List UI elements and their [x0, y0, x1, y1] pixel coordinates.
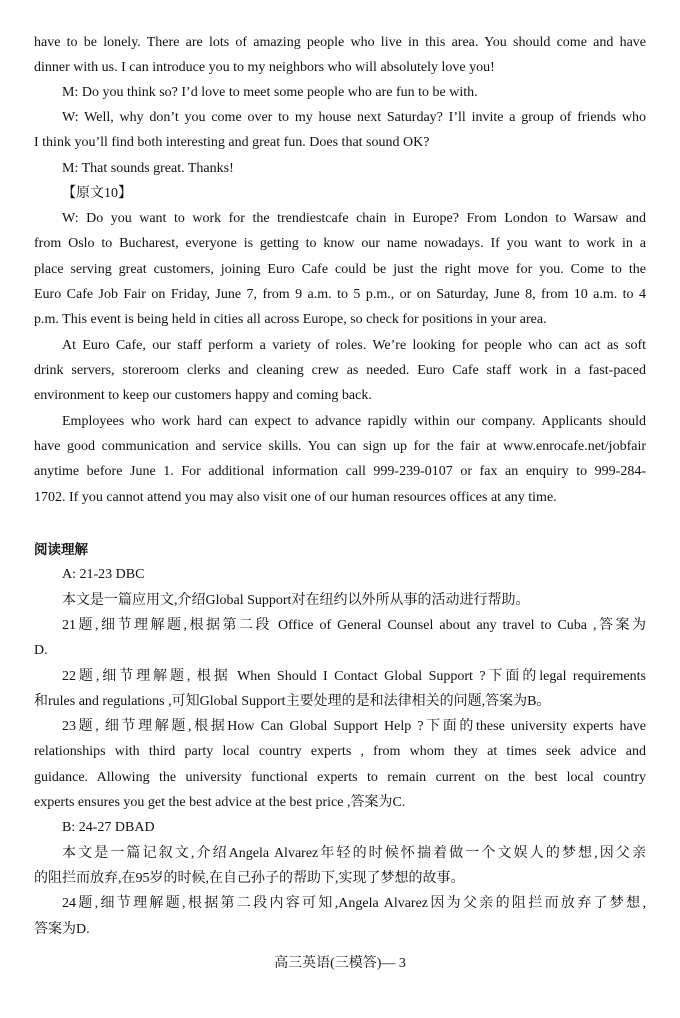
- text-line: 本文是一篇应用文,介绍Global Support对在纽约以外所从事的活动进行帮助。: [62, 593, 530, 608]
- text-line: guidance. Allowing the university functional experts to remain current on the best local country: [34, 770, 646, 785]
- text-line: experts ensures you get the best advice at the best price ,答案为C.: [34, 795, 406, 810]
- text-line: environment to keep our customers happy and coming back.: [34, 388, 372, 403]
- text-line: M: Do you think so? I’d love to meet some people who are fun to be with.: [62, 85, 478, 100]
- text-line: anytime before June 1. For additional information call 999-239-0107 or fax an enquiry to 999-284-: [34, 464, 646, 479]
- text-line: 1702. If you cannot attend you may also visit one of our human resources offices at any time.: [34, 490, 557, 505]
- text-line: Employees who work hard can expect to advance rapidly within our company. Applicants should: [62, 414, 646, 429]
- text-line: I think you’ll find both interesting and great fun. Does that sound OK?: [34, 135, 430, 150]
- text-line: Euro Cafe Job Fair on Friday, June 7, from 9 a.m. to 5 p.m., or on Saturday, June 8, from 10 a.m. to 4: [34, 287, 646, 302]
- text-line: 和rules and regulations ,可知Global Support主要处理的是和法律相关的问题,答案为B。: [34, 694, 551, 709]
- text-line: relationships with third party local country experts , from whom they at times seek advice and: [34, 744, 646, 759]
- text-line: have to be lonely. There are lots of amazing people who live in this area. You should come and have: [34, 35, 646, 50]
- page-footer: 高三英语(三模答)— 3: [274, 956, 406, 971]
- text-line: 本文是一篇记叙文,介绍Angela Alvarez年轻的时候怀揣着做一个文娱人的梦想,因父亲: [62, 846, 646, 861]
- text-line: M: That sounds great. Thanks!: [62, 161, 234, 176]
- text-line: W: Well, why don’t you come over to my house next Saturday? I’ll invite a group of friends who: [62, 110, 646, 125]
- section-heading: 阅读理解: [34, 542, 88, 558]
- text-line: place serving great customers, joining Euro Cafe could be just the right move for you. Come to the: [34, 262, 646, 277]
- text-line: from Oslo to Bucharest, everyone is getting to know our name nowadays. If you want to work in a: [34, 236, 646, 251]
- text-line: 【原文10】: [62, 186, 132, 201]
- text-line: 答案为D.: [34, 922, 90, 937]
- text-line: drink servers, storeroom clerks and cleaning crew as needed. Euro Cafe staff work in a fast-paced: [34, 363, 646, 378]
- text-line: 的阻拦而放弃,在95岁的时候,在自己孙子的帮助下,实现了梦想的故事。: [34, 871, 465, 886]
- text-line: 23题, 细节理解题,根据How Can Global Support Help ?下面的these university experts have: [62, 719, 646, 734]
- text-line: D.: [34, 643, 48, 658]
- text-line: B: 24-27 DBAD: [62, 820, 155, 835]
- text-line: 21题,细节理解题,根据第二段 Office of General Counsel about any travel to Cuba ,答案为: [62, 618, 646, 633]
- text-line: have good communication and service skills. You can sign up for the fair at www.enrocafe.net/jobfair: [34, 439, 646, 454]
- text-line: dinner with us. I can introduce you to my neighbors who will absolutely love you!: [34, 60, 495, 75]
- text-line: 22题,细节理解题, 根据 When Should I Contact Global Support ?下面的legal requirements: [62, 669, 646, 684]
- text-line: W: Do you want to work for the trendiestcafe chain in Europe? From London to Warsaw and: [62, 211, 646, 226]
- text-line: 24题,细节理解题,根据第二段内容可知,Angela Alvarez因为父亲的阻拦而放弃了梦想,: [62, 896, 646, 911]
- text-line: At Euro Cafe, our staff perform a variety of roles. We’re looking for people who can act as soft: [62, 338, 646, 353]
- text-line: A: 21-23 DBC: [62, 567, 145, 582]
- text-line: p.m. This event is being held in cities all across Europe, so check for positions in your area.: [34, 312, 547, 327]
